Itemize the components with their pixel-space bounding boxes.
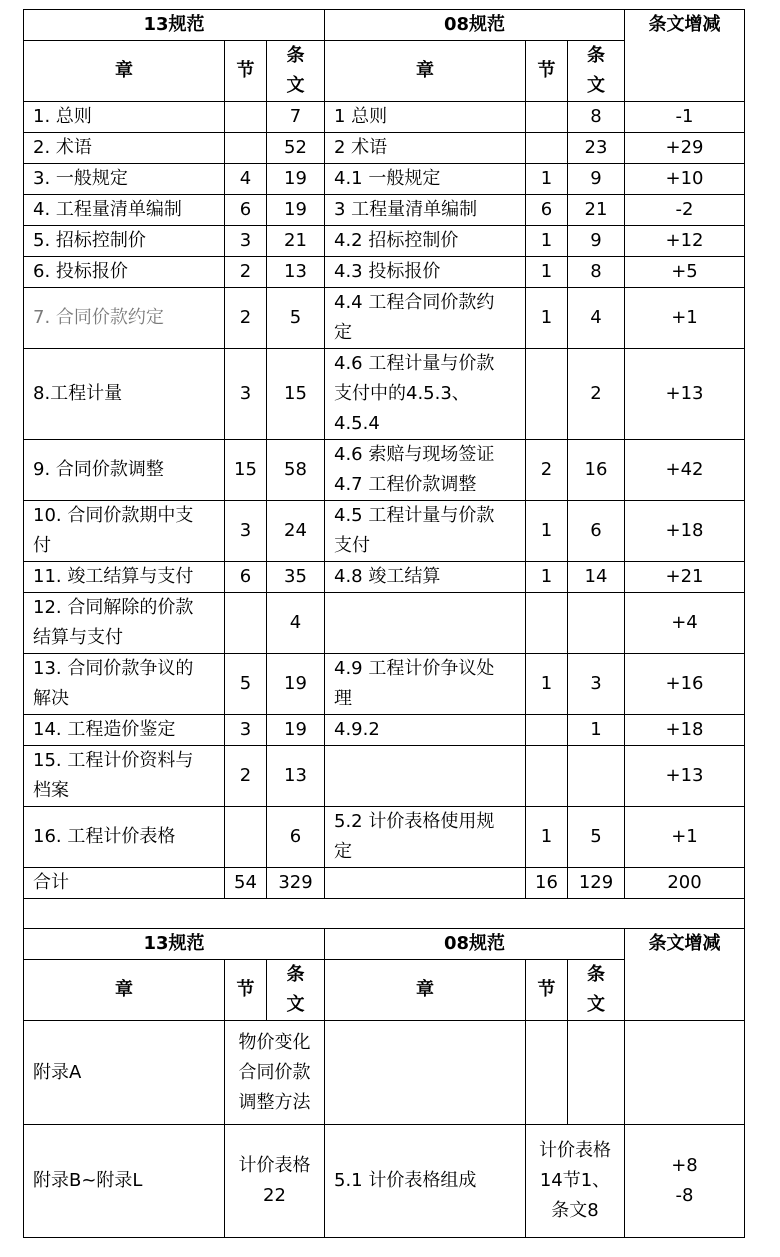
- section-13: 6: [225, 562, 267, 593]
- appendix-a-chapter-13: 附录A: [24, 1021, 225, 1125]
- chapter-08: 4.8 竣工结算: [325, 562, 526, 593]
- table-row: [24, 807, 745, 868]
- section-13: 3: [225, 349, 267, 440]
- chapter-13: 11. 竣工结算与支付: [24, 562, 225, 593]
- article-08: 23: [568, 133, 625, 164]
- chapter-13: 9. 合同价款调整: [24, 440, 225, 501]
- article-08: 9: [568, 164, 625, 195]
- section-13: 2: [225, 288, 267, 349]
- article-08: 2: [568, 349, 625, 440]
- table-row: [24, 195, 745, 226]
- article-13: 58: [267, 440, 325, 501]
- section-08: 1: [526, 501, 568, 562]
- table-row: [24, 133, 745, 164]
- appendix-b-diff: +8 -8: [625, 1125, 745, 1238]
- article-13: 19: [267, 164, 325, 195]
- article-08: 16: [568, 440, 625, 501]
- col-section-13: 节: [225, 41, 267, 102]
- table-row: [24, 501, 745, 562]
- chapter-13: 14. 工程造价鉴定: [24, 715, 225, 746]
- article-13: 13: [267, 746, 325, 807]
- appendix-group-header-row: [24, 929, 745, 960]
- section-08: 1: [526, 288, 568, 349]
- section-08: [526, 593, 568, 654]
- section-13: [225, 593, 267, 654]
- table-row: [24, 226, 745, 257]
- article-diff: +10: [625, 164, 745, 195]
- chapter-08: 1 总则: [325, 102, 526, 133]
- section-13: 3: [225, 715, 267, 746]
- table-row: [24, 349, 745, 440]
- table-row: [24, 440, 745, 501]
- article-diff: +21: [625, 562, 745, 593]
- appendix-a-diff: [625, 1021, 745, 1125]
- section-13: 2: [225, 257, 267, 288]
- appendix-col-article-08: 条 文: [568, 960, 625, 1021]
- spacer-row: [24, 899, 745, 929]
- appendix-row: [24, 1125, 745, 1238]
- col-section-08: 节: [526, 41, 568, 102]
- table-row: [24, 654, 745, 715]
- appendix-col-chapter-08: 章: [325, 960, 526, 1021]
- chapter-08: 4.3 投标报价: [325, 257, 526, 288]
- header-08-standard: 08规范: [325, 10, 625, 41]
- appendix-header-article-change: 条文增减: [625, 929, 745, 1021]
- appendix-a-article-08: [568, 1021, 625, 1125]
- article-13: 19: [267, 195, 325, 226]
- section-08: 1: [526, 257, 568, 288]
- article-diff: +12: [625, 226, 745, 257]
- section-08: [526, 349, 568, 440]
- article-13: 4: [267, 593, 325, 654]
- total-chapter-08: [325, 868, 526, 899]
- article-diff: +29: [625, 133, 745, 164]
- article-diff: +16: [625, 654, 745, 715]
- article-13: 13: [267, 257, 325, 288]
- article-08: 8: [568, 257, 625, 288]
- article-13: 7: [267, 102, 325, 133]
- section-08: 1: [526, 226, 568, 257]
- document: [23, 9, 744, 1238]
- article-diff: +1: [625, 288, 745, 349]
- article-13: 19: [267, 715, 325, 746]
- article-diff: -2: [625, 195, 745, 226]
- appendix-col-chapter-13: 章: [24, 960, 225, 1021]
- table-row: [24, 746, 745, 807]
- chapter-08: 5.2 计价表格使用规 定: [325, 807, 526, 868]
- table-row: [24, 288, 745, 349]
- chapter-08: [325, 746, 526, 807]
- section-13: 5: [225, 654, 267, 715]
- chapter-08: 4.4 工程合同价款约 定: [325, 288, 526, 349]
- chapter-08: 4.5 工程计量与价款 支付: [325, 501, 526, 562]
- article-08: 14: [568, 562, 625, 593]
- section-08: 1: [526, 562, 568, 593]
- col-chapter-13: 章: [24, 41, 225, 102]
- article-08: 21: [568, 195, 625, 226]
- table-row: [24, 164, 745, 195]
- article-08: 8: [568, 102, 625, 133]
- article-08: 3: [568, 654, 625, 715]
- chapter-08: 4.1 一般规定: [325, 164, 526, 195]
- chapter-13: 2. 术语: [24, 133, 225, 164]
- comparison-table: [23, 9, 745, 1238]
- chapter-08: 2 术语: [325, 133, 526, 164]
- article-diff: +13: [625, 746, 745, 807]
- chapter-08: 4.6 索赔与现场签证 4.7 工程价款调整: [325, 440, 526, 501]
- chapter-13: 5. 招标控制价: [24, 226, 225, 257]
- spacer-cell: [24, 899, 745, 929]
- section-08: 1: [526, 654, 568, 715]
- article-diff: +4: [625, 593, 745, 654]
- group-header-row: [24, 10, 745, 41]
- appendix-a-content-13: 物价变化 合同价款 调整方法: [225, 1021, 325, 1125]
- section-08: [526, 746, 568, 807]
- article-13: 6: [267, 807, 325, 868]
- col-article-13: 条 文: [267, 41, 325, 102]
- chapter-08: 3 工程量清单编制: [325, 195, 526, 226]
- chapter-13: 7. 合同价款约定: [24, 288, 225, 349]
- total-article-13: 329: [267, 868, 325, 899]
- article-diff: +1: [625, 807, 745, 868]
- section-08: [526, 102, 568, 133]
- chapter-13: 10. 合同价款期中支 付: [24, 501, 225, 562]
- article-08: 6: [568, 501, 625, 562]
- table-row: [24, 102, 745, 133]
- article-13: 24: [267, 501, 325, 562]
- chapter-13: 6. 投标报价: [24, 257, 225, 288]
- section-08: [526, 133, 568, 164]
- col-chapter-08: 章: [325, 41, 526, 102]
- chapter-08: [325, 593, 526, 654]
- section-13: 3: [225, 501, 267, 562]
- appendix-b-content-13: 计价表格 22: [225, 1125, 325, 1238]
- chapter-13: 16. 工程计价表格: [24, 807, 225, 868]
- article-13: 19: [267, 654, 325, 715]
- chapter-08: 4.9.2: [325, 715, 526, 746]
- article-13: 15: [267, 349, 325, 440]
- article-13: 52: [267, 133, 325, 164]
- chapter-13: 1. 总则: [24, 102, 225, 133]
- chapter-08: 4.9 工程计价争议处 理: [325, 654, 526, 715]
- article-08: 5: [568, 807, 625, 868]
- chapter-13: 8.工程计量: [24, 349, 225, 440]
- section-13: 6: [225, 195, 267, 226]
- section-13: [225, 102, 267, 133]
- section-13: 15: [225, 440, 267, 501]
- chapter-08: 4.2 招标控制价: [325, 226, 526, 257]
- appendix-col-article-13: 条 文: [267, 960, 325, 1021]
- article-08: 4: [568, 288, 625, 349]
- section-13: [225, 807, 267, 868]
- appendix-b-content-08: 计价表格 14节1、 条文8: [526, 1125, 625, 1238]
- article-13: 35: [267, 562, 325, 593]
- appendix-b-chapter-08: 5.1 计价表格组成: [325, 1125, 526, 1238]
- appendix-a-section-08: [526, 1021, 568, 1125]
- section-08: 1: [526, 807, 568, 868]
- chapter-08: 4.6 工程计量与价款 支付中的4.5.3、 4.5.4: [325, 349, 526, 440]
- chapter-13: 4. 工程量清单编制: [24, 195, 225, 226]
- section-13: 4: [225, 164, 267, 195]
- total-row: [24, 868, 745, 899]
- article-08: 1: [568, 715, 625, 746]
- total-diff: 200: [625, 868, 745, 899]
- table-row: [24, 562, 745, 593]
- article-13: 5: [267, 288, 325, 349]
- article-diff: +18: [625, 715, 745, 746]
- article-diff: -1: [625, 102, 745, 133]
- article-diff: +5: [625, 257, 745, 288]
- chapter-13: 12. 合同解除的价款 结算与支付: [24, 593, 225, 654]
- appendix-a-chapter-08: [325, 1021, 526, 1125]
- article-13: 21: [267, 226, 325, 257]
- appendix-b-chapter-13: 附录B~附录L: [24, 1125, 225, 1238]
- section-08: [526, 715, 568, 746]
- header-article-change: 条文增减: [625, 10, 745, 102]
- total-section-08: 16: [526, 868, 568, 899]
- appendix-header-08-standard: 08规范: [325, 929, 625, 960]
- article-08: [568, 746, 625, 807]
- section-13: 2: [225, 746, 267, 807]
- header-13-standard: 13规范: [24, 10, 325, 41]
- table-row: [24, 715, 745, 746]
- appendix-col-section-08: 节: [526, 960, 568, 1021]
- article-08: 9: [568, 226, 625, 257]
- appendix-header-13-standard: 13规范: [24, 929, 325, 960]
- chapter-13: 15. 工程计价资料与 档案: [24, 746, 225, 807]
- article-diff: +18: [625, 501, 745, 562]
- section-08: 6: [526, 195, 568, 226]
- table-row: [24, 593, 745, 654]
- chapter-13: 3. 一般规定: [24, 164, 225, 195]
- article-08: [568, 593, 625, 654]
- total-label: 合计: [24, 868, 225, 899]
- appendix-col-section-13: 节: [225, 960, 267, 1021]
- section-08: 2: [526, 440, 568, 501]
- total-section-13: 54: [225, 868, 267, 899]
- appendix-row: [24, 1021, 745, 1125]
- chapter-13: 13. 合同价款争议的 解决: [24, 654, 225, 715]
- col-article-08: 条 文: [568, 41, 625, 102]
- article-diff: +13: [625, 349, 745, 440]
- total-article-08: 129: [568, 868, 625, 899]
- section-13: 3: [225, 226, 267, 257]
- section-13: [225, 133, 267, 164]
- section-08: 1: [526, 164, 568, 195]
- article-diff: +42: [625, 440, 745, 501]
- table-row: [24, 257, 745, 288]
